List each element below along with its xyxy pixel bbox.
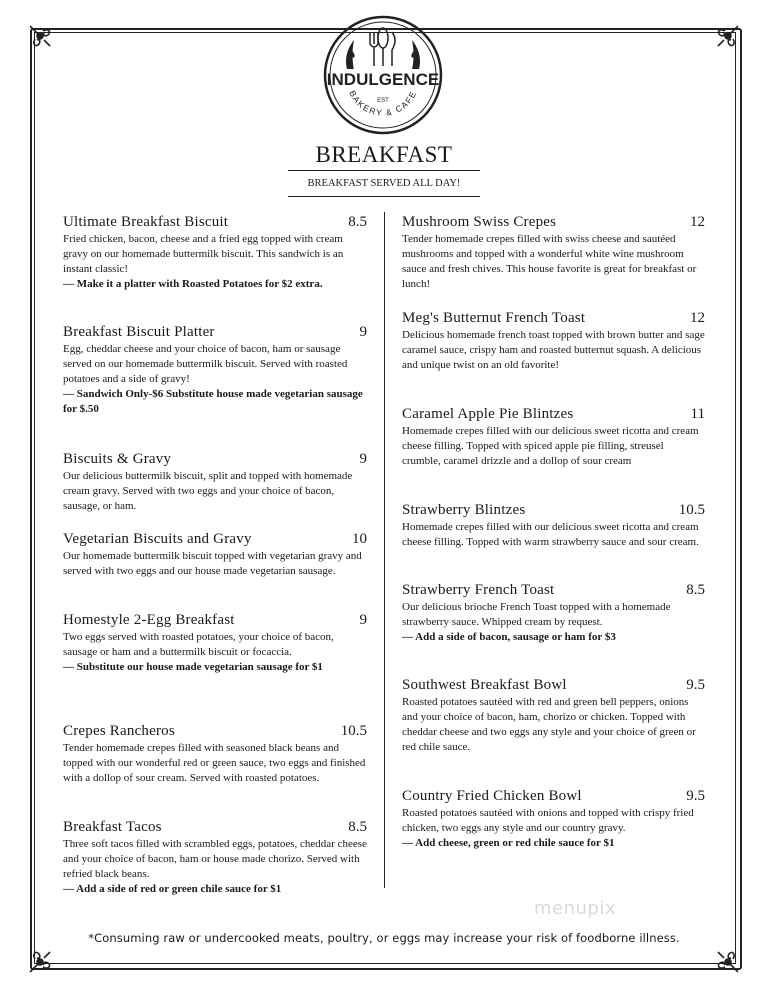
logo-est: EST <box>377 98 389 104</box>
item-name: Breakfast Biscuit Platter <box>63 324 215 340</box>
indulgence-logo <box>322 14 444 136</box>
menu-item <box>63 819 367 897</box>
menu-item <box>402 406 705 469</box>
menu-item <box>63 531 367 579</box>
item-description: Our homemade buttermilk biscuit topped with vegetarian gravy and served with two eggs and our house made vegetarian sausage. <box>63 550 362 577</box>
item-name: Southwest Breakfast Bowl <box>402 677 567 693</box>
item-price: 9 <box>359 324 367 340</box>
menu-item <box>63 612 367 675</box>
watermark: menupix <box>534 898 617 919</box>
item-description: Our delicious buttermilk biscuit, split and topped with homemade cream gravy. Served with two eggs and your choice of bacon, sausage, or ham. <box>63 470 353 512</box>
page-title: BREAKFAST <box>315 142 453 167</box>
item-price: 9.5 <box>686 788 705 804</box>
item-price: 8.5 <box>348 819 367 835</box>
item-description: Delicious homemade french toast topped with brown butter and sage caramel sauce, crispy ham and roasted butternut squash. A delicious and unique twist on an old favorite! <box>402 329 705 371</box>
divider <box>288 196 480 197</box>
ornament-icon <box>708 22 742 56</box>
item-name: Strawberry French Toast <box>402 582 555 598</box>
item-note: — Make it a platter with Roasted Potatoes for $2 extra. <box>63 278 323 290</box>
footer-disclaimer: *Consuming raw or undercooked meats, poultry, or eggs may increase your risk of foodborne illness. <box>88 931 680 945</box>
menu-item <box>402 677 705 755</box>
knife-icon <box>392 32 395 66</box>
item-name: Crepes Rancheros <box>63 723 175 739</box>
item-note: — Sandwich Only-$6 Substitute house made vegetarian sausage for $.50 <box>63 388 363 415</box>
whisk-icon <box>378 28 388 66</box>
item-note: — Add a side of red or green chile sauce for $1 <box>63 883 282 895</box>
item-name: Meg's Butternut French Toast <box>402 310 586 326</box>
menu-item <box>63 324 367 417</box>
item-price: 12 <box>690 310 705 326</box>
item-description: Roasted potatoes sautéed with onions and topped with crispy fried chicken, two eggs any style and our country gravy. <box>402 807 694 834</box>
column-divider <box>384 212 385 888</box>
logo-tagline: BAKERY & CAFE <box>347 88 419 118</box>
logo-name: INDULGENCE <box>326 70 440 89</box>
menu-item <box>402 502 705 550</box>
item-name: Breakfast Tacos <box>63 819 162 835</box>
served-note: BREAKFAST SERVED ALL DAY! <box>307 178 461 189</box>
item-description: Tender homemade crepes filled with swiss cheese and sautéed mushrooms and topped with a wonderful white wine mushroom sauce and fresh chives. This house favorite is great for breakfast or lunch! <box>402 233 697 290</box>
item-description: Three soft tacos filled with scrambled eggs, potatoes, cheddar cheese and your choice of bacon, ham or house made chorizo. Served with refried black beans. <box>63 838 367 880</box>
item-note: — Add cheese, green or red chile sauce for $1 <box>402 837 615 849</box>
item-price: 12 <box>690 214 705 230</box>
item-description: Roasted potatoes sautéed with red and green bell peppers, onions and your choice of bacon, ham, chorizo or chicken. Topped with cheddar cheese and two eggs any style and your choice of green or red chile sauce. <box>402 696 696 753</box>
menu-item <box>63 723 367 786</box>
item-name: Country Fried Chicken Bowl <box>402 788 582 804</box>
menu-item <box>402 788 705 851</box>
item-name: Ultimate Breakfast Biscuit <box>63 214 229 230</box>
divider <box>288 170 480 171</box>
item-name: Strawberry Blintzes <box>402 502 526 518</box>
item-description: Homemade crepes filled with our delicious sweet ricotta and cream cheese filling. Topped with warm strawberry sauce and sour cream. <box>402 521 699 548</box>
item-price: 10.5 <box>678 502 705 518</box>
item-name: Caramel Apple Pie Blintzes <box>402 406 574 422</box>
item-price: 9.5 <box>686 677 705 693</box>
menu-item <box>402 582 705 645</box>
item-description: Two eggs served with roasted potatoes, your choice of bacon, sausage or ham and a buttermilk biscuit or focaccia. <box>63 631 334 658</box>
ornament-icon <box>708 942 742 976</box>
item-name: Vegetarian Biscuits and Gravy <box>63 531 252 547</box>
item-note: — Add a side of bacon, sausage or ham for $3 <box>402 631 616 643</box>
menu-item <box>402 214 705 292</box>
menu-item <box>63 451 367 514</box>
item-price: 9 <box>359 612 367 628</box>
item-description: Tender homemade crepes filled with seasoned black beans and topped with our wonderful red or green sauce, two eggs and finished with a dollop of sour cream. Served with roasted potatoes. <box>63 742 366 784</box>
ornament-icon <box>26 942 60 976</box>
item-description: Homemade crepes filled with our delicious sweet ricotta and cream cheese filling. Topped with spiced apple pie filling, streusel crumble, caramel drizzle and a dollop of sour cream <box>402 425 699 467</box>
menu-item <box>63 214 367 292</box>
item-name: Homestyle 2-Egg Breakfast <box>63 612 235 628</box>
item-price: 8.5 <box>686 582 705 598</box>
ornament-icon <box>26 22 60 56</box>
item-price: 9 <box>359 451 367 467</box>
fork-icon <box>370 32 378 66</box>
item-description: Fried chicken, bacon, cheese and a fried egg topped with cream gravy on our homemade buttermilk biscuit. This sandwich is an instant classic! <box>63 233 344 275</box>
menu-item <box>402 310 705 373</box>
item-description: Egg, cheddar cheese and your choice of bacon, ham or sausage served on our homemade buttermilk biscuit. Served with roasted potatoes and a side of gravy! <box>63 343 348 385</box>
item-name: Biscuits & Gravy <box>63 451 172 467</box>
item-price: 10.5 <box>340 723 367 739</box>
item-name: Mushroom Swiss Crepes <box>402 214 557 230</box>
item-description: Our delicious brioche French Toast topped with a homemade strawberry sauce. Whipped cream by request. <box>402 601 671 628</box>
item-price: 8.5 <box>348 214 367 230</box>
item-note: — Substitute our house made vegetarian sausage for $1 <box>63 661 323 673</box>
item-price: 11 <box>690 406 705 422</box>
item-price: 10 <box>352 531 367 547</box>
